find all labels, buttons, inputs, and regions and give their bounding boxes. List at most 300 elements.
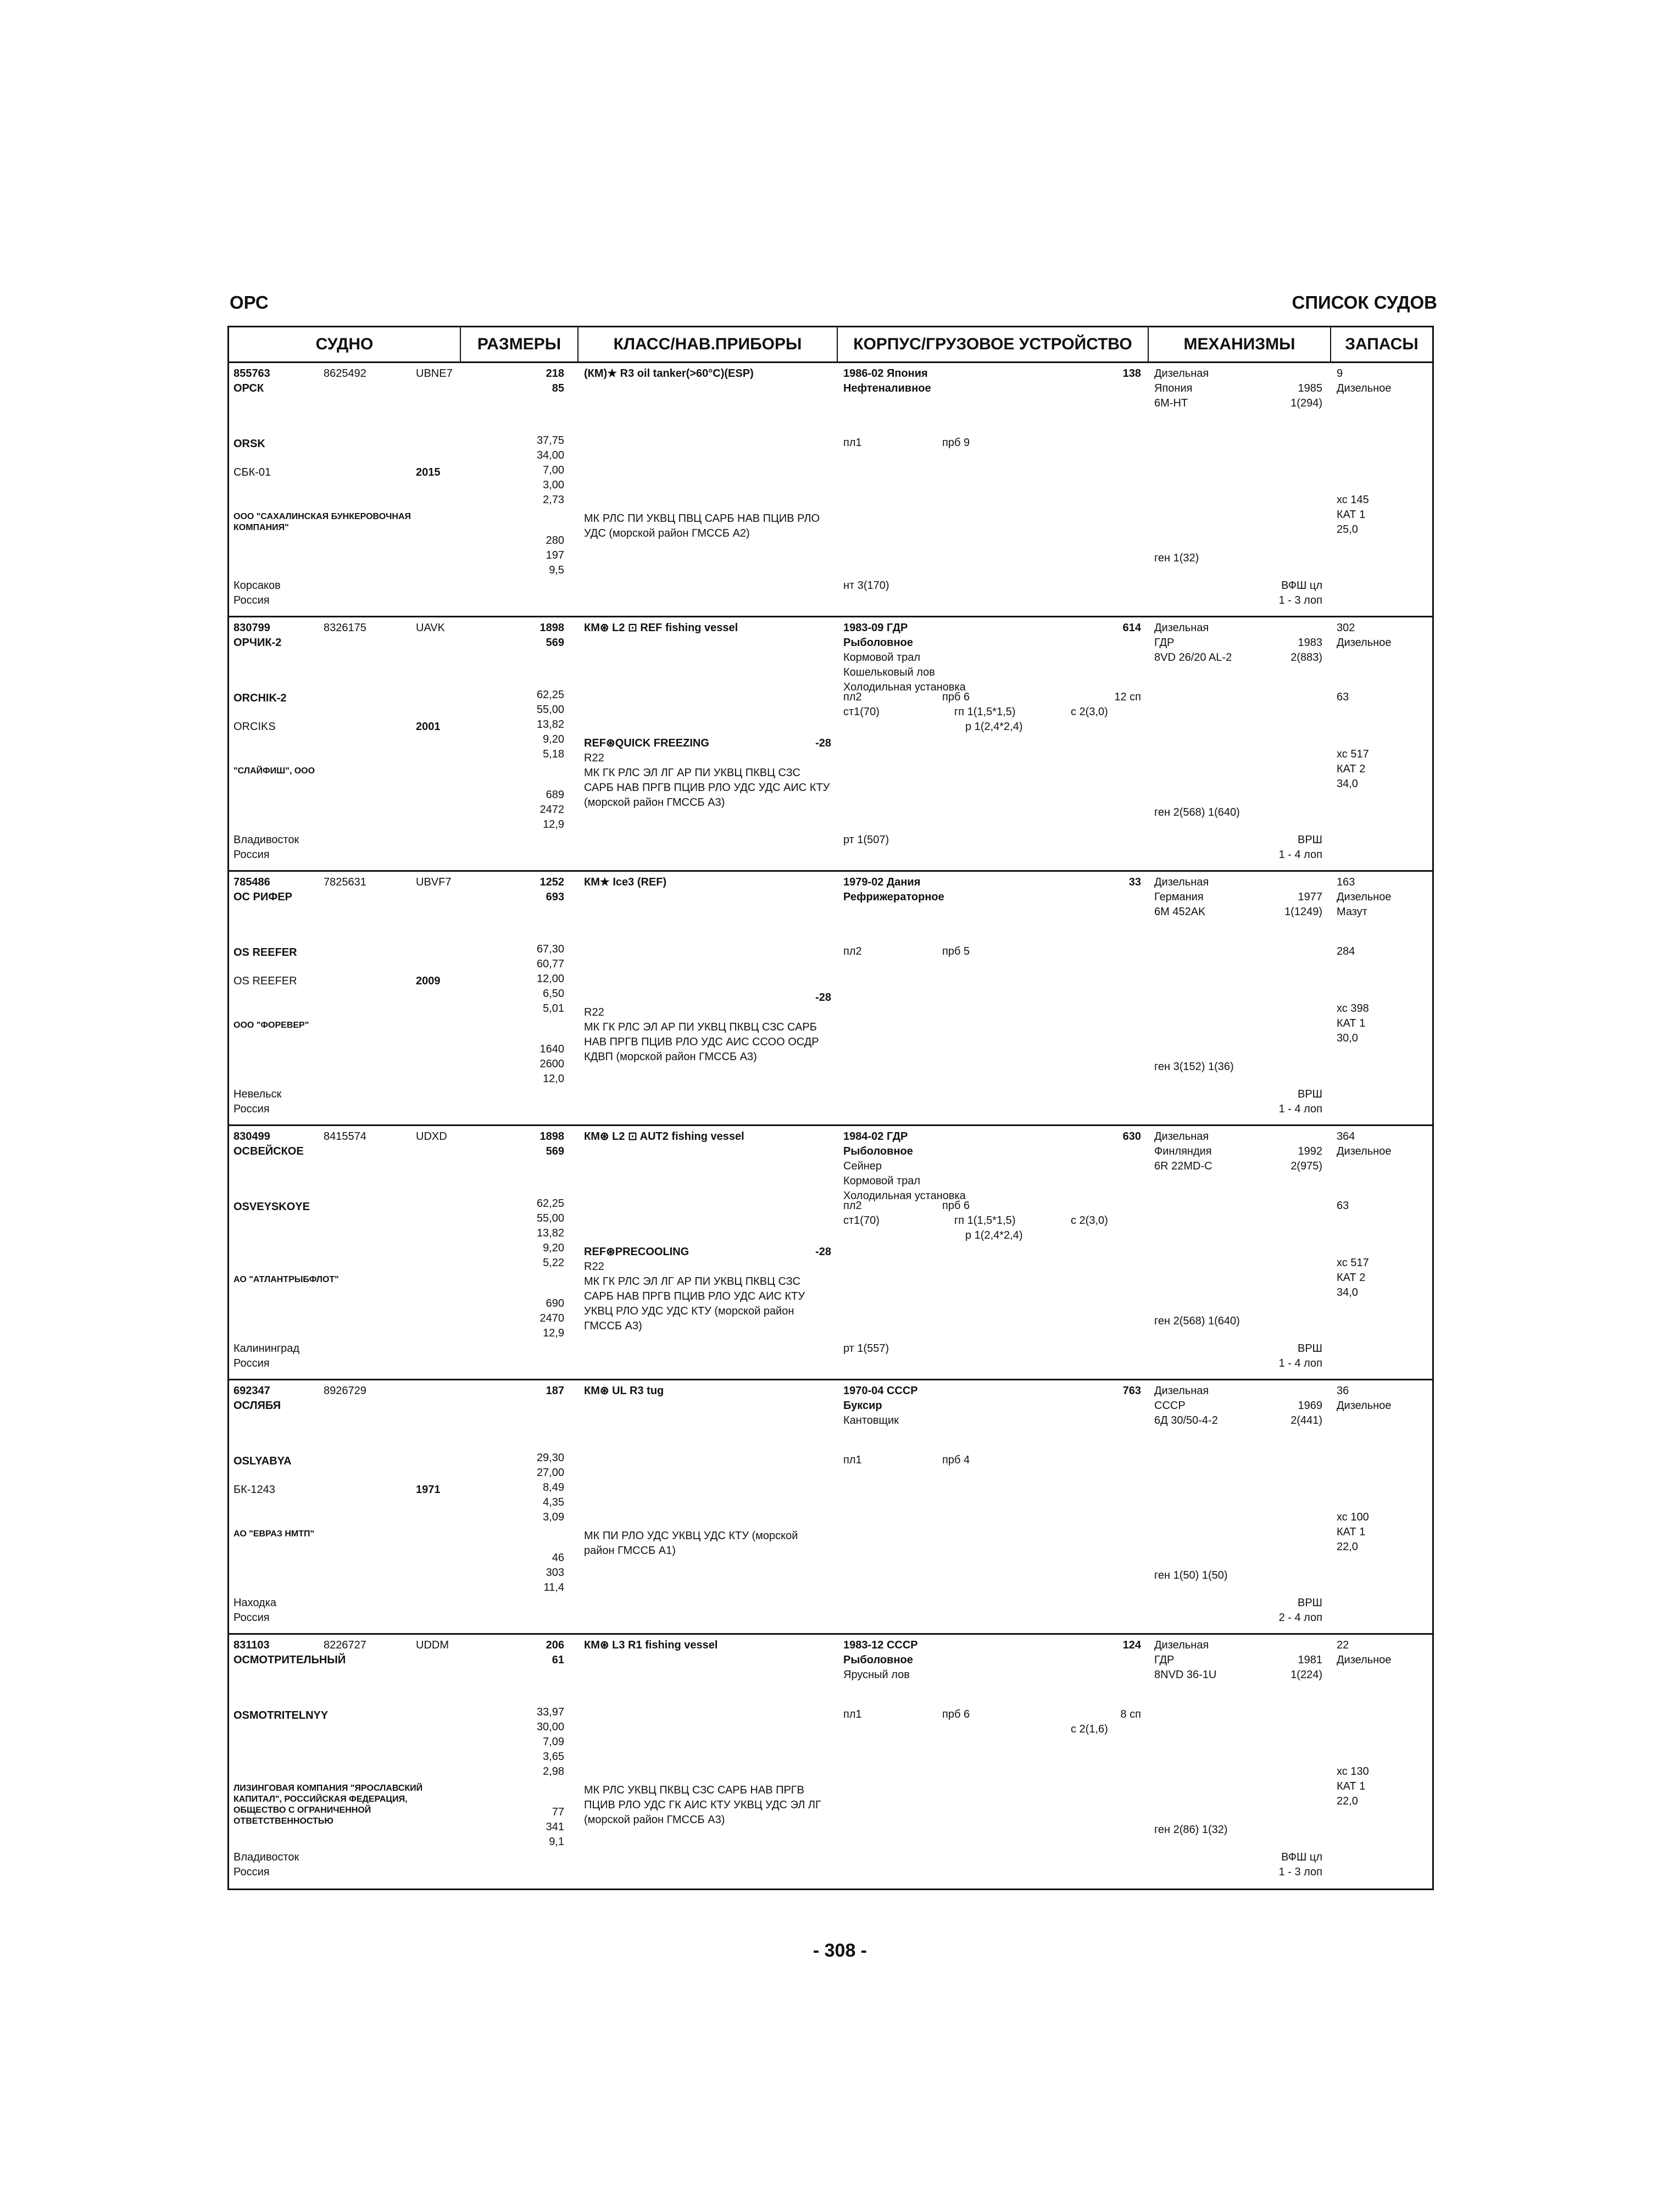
- hull-info: [843, 875, 944, 905]
- dims-item: 34,00: [536, 449, 564, 461]
- build-year: 2015: [416, 466, 441, 478]
- engine-power: 1(294): [1290, 397, 1322, 409]
- cargo-gear: нт 3(170): [843, 580, 889, 592]
- dims2-item: 2472: [539, 804, 564, 816]
- sup_top-item: 163: [1337, 876, 1355, 888]
- engine-info: [1154, 366, 1209, 411]
- sup_bot-item: хс 517: [1337, 748, 1369, 760]
- dims-item: 62,25: [536, 1197, 564, 1210]
- hull-info: [843, 1129, 966, 1204]
- vessel-name: ОРЧИК-2: [233, 637, 282, 649]
- page-header-left: ОРС: [230, 292, 269, 313]
- imo-number: 8926729: [324, 1385, 366, 1397]
- sup_bot-item: КАТ 2: [1337, 1272, 1366, 1284]
- class-notation: КМ★ Ice3 (REF): [584, 876, 667, 888]
- project: ORCIKS: [233, 721, 276, 733]
- net-tonnage: 569: [546, 637, 564, 649]
- hull-number: 763: [1122, 1385, 1141, 1397]
- sup_bot-item: 30,0: [1337, 1032, 1358, 1044]
- capacity-list: [460, 1296, 564, 1341]
- gross-tonnage: 1252: [539, 876, 564, 888]
- net-tonnage: 85: [552, 382, 564, 394]
- build-year: 2001: [416, 721, 441, 733]
- project: СБК-01: [233, 466, 271, 478]
- sup_bot-item: хс 130: [1337, 1765, 1369, 1778]
- sup_top-item: 36: [1337, 1385, 1349, 1397]
- hull-info: [843, 621, 966, 695]
- dims2-item: 11,4: [543, 1581, 564, 1594]
- home-port: Владивосток: [233, 834, 299, 846]
- eng-item: Дизельная: [1154, 367, 1209, 380]
- dims-item: 2,98: [543, 1765, 564, 1778]
- hull-item: Рыболовное: [843, 1654, 913, 1666]
- country: Россия: [233, 1612, 270, 1624]
- hull-item: Холодильная установка: [843, 1190, 966, 1202]
- propeller-blades: 2 - 4 лоп: [1278, 1612, 1322, 1624]
- engine-info: [1154, 621, 1232, 665]
- dims-item: 9,20: [543, 733, 564, 745]
- imo-number: 8625492: [324, 367, 366, 380]
- supplies-crew: [1337, 1510, 1369, 1555]
- sup_bot-item: хс 517: [1337, 1257, 1369, 1269]
- hull-item: Сейнер: [843, 1160, 882, 1172]
- supplies-water: 284: [1337, 945, 1355, 957]
- refrigerant: R22: [584, 752, 604, 764]
- sup_bot-item: КАТ 2: [1337, 763, 1366, 775]
- dims2-item: 9,5: [549, 564, 564, 576]
- hull-item: Кошельковый лов: [843, 666, 935, 678]
- eng-item: 6Д 30/50-4-2: [1154, 1414, 1218, 1427]
- registry-number: 830499: [233, 1130, 270, 1143]
- holds-a: пл2: [843, 691, 862, 703]
- dims-item: 8,49: [543, 1481, 564, 1494]
- sup_bot-item: 22,0: [1337, 1541, 1358, 1553]
- eng-item: Дизельная: [1154, 876, 1209, 888]
- engine-power: 1(1249): [1284, 906, 1322, 918]
- dims-item: 30,00: [536, 1721, 564, 1733]
- call-sign: UBNE7: [416, 367, 453, 380]
- gross-tonnage: 1898: [539, 622, 564, 634]
- vessel-latin-name: OSLYABYA: [233, 1455, 292, 1467]
- dims2-item: 197: [546, 549, 564, 561]
- engine-year: 1981: [1298, 1654, 1322, 1666]
- holds-e: с 2(3,0): [1071, 706, 1108, 718]
- crew: 8 сп: [1120, 1708, 1141, 1720]
- country: Россия: [233, 849, 270, 861]
- sup_top-item: Дизельное: [1337, 1654, 1392, 1666]
- engine-power: 2(441): [1290, 1414, 1322, 1427]
- owner: ЛИЗИНГОВАЯ КОМПАНИЯ "ЯРОСЛАВСКИЙ КАПИТАЛ", РОССИЙСКАЯ ФЕДЕРАЦИЯ, ОБЩЕСТВО С ОГРАНИЧЕННОЙ ОТВЕТСТВЕННОСТЬЮ: [233, 1784, 423, 1826]
- eng-item: 6M-HT: [1154, 397, 1188, 409]
- supplies-crew: [1337, 493, 1369, 537]
- hull-item: Рефрижераторное: [843, 891, 944, 903]
- holds-d: гп 1(1,5*1,5): [954, 706, 1016, 718]
- propeller-type: ВРШ: [1297, 834, 1322, 846]
- supplies-crew: [1337, 1001, 1369, 1046]
- propeller-blades: 1 - 4 лоп: [1278, 849, 1322, 861]
- sup_bot-item: КАТ 1: [1337, 509, 1366, 521]
- hull-item: Нефтеналивное: [843, 382, 931, 394]
- sup_bot-item: 22,0: [1337, 1795, 1358, 1807]
- hull-number: 138: [1122, 367, 1141, 380]
- owner: АО "ЕВРАЗ НМТП": [233, 1529, 315, 1539]
- dims-item: 55,00: [536, 704, 564, 716]
- dims2-item: 689: [546, 789, 564, 801]
- sup_bot-item: 25,0: [1337, 523, 1358, 536]
- holds-b: прб 9: [942, 437, 970, 449]
- vessel-record: [229, 617, 1432, 872]
- dims2-item: 2470: [539, 1312, 564, 1324]
- dimensions-list: [460, 1451, 564, 1525]
- nav-equipment: МК ГК РЛС ЭЛ ЛГ АР ПИ УКВЦ ПКВЦ СЗС САРБ НАВ ПРГВ ПЦИВ РЛО УДС АИС КТУ УКВЦ РЛО УДС УДС КТУ (морской район ГМССБ А3): [584, 1275, 805, 1332]
- engine-info: [1154, 1129, 1212, 1174]
- hull-item: Рыболовное: [843, 637, 913, 649]
- vessel-name: ОРСК: [233, 382, 264, 394]
- capacity-list: [460, 1551, 564, 1595]
- nav-equipment: МК ГК РЛС ЭЛ ЛГ АР ПИ УКВЦ ПКВЦ СЗС САРБ НАВ ПРГВ ПЦИВ РЛО УДС УДС АИС КТУ (морской район ГМССБ А3): [584, 767, 830, 809]
- hull-number: 630: [1122, 1130, 1141, 1143]
- sup_bot-item: хс 398: [1337, 1002, 1369, 1015]
- build-year: 2009: [416, 975, 441, 987]
- sup_top-item: Дизельное: [1337, 382, 1392, 394]
- registry-number: 785486: [233, 876, 270, 888]
- hull-number: 33: [1128, 876, 1141, 888]
- home-port: Корсаков: [233, 580, 281, 592]
- vessel-latin-name: OS REEFER: [233, 946, 297, 959]
- gross-tonnage: 218: [546, 367, 564, 380]
- vessel-name: ОСВЕЙСКОЕ: [233, 1145, 304, 1157]
- dims-item: 27,00: [536, 1467, 564, 1479]
- page-header-right: СПИСОК СУДОВ: [1292, 292, 1437, 313]
- dims-item: 60,77: [536, 958, 564, 970]
- eng-item: Дизельная: [1154, 1385, 1209, 1397]
- eng-item: Германия: [1154, 891, 1204, 903]
- eng-item: СССР: [1154, 1400, 1186, 1412]
- nav-equipment: МК ГК РЛС ЭЛ АР ПИ УКВЦ ПКВЦ СЗС САРБ НАВ ПРГВ ПЦИВ РЛО УДС АИС ССОО ОСДР КДВП (морской район ГМССБ А3): [584, 1021, 819, 1063]
- holds-a: пл2: [843, 945, 862, 957]
- sup_bot-item: КАТ 1: [1337, 1780, 1366, 1792]
- dims-item: 33,97: [536, 1706, 564, 1718]
- supplies-crew: [1337, 747, 1369, 792]
- hull-item: 1984-02 ГДР: [843, 1130, 908, 1143]
- dims-item: 62,25: [536, 689, 564, 701]
- propeller-type: ВФШ цл: [1281, 580, 1322, 592]
- hull-item: 1986-02 Япония: [843, 367, 928, 380]
- col-header-dimensions: РАЗМЕРЫ: [477, 335, 561, 353]
- owner: ООО "ФОРЕВЕР": [233, 1021, 309, 1030]
- holds-a: пл2: [843, 1200, 862, 1212]
- holds-b: прб 4: [942, 1454, 970, 1466]
- dims2-item: 12,0: [543, 1073, 564, 1085]
- dims2-item: 341: [546, 1821, 564, 1833]
- dims-item: 13,82: [536, 1227, 564, 1239]
- sup_top-item: 364: [1337, 1130, 1355, 1143]
- vessel-latin-name: OSMOTRITELNYY: [233, 1709, 329, 1722]
- engine-year: 1977: [1298, 891, 1322, 903]
- engine-year: 1983: [1298, 637, 1322, 649]
- sup_top-item: Дизельное: [1337, 1400, 1392, 1412]
- sup_bot-item: КАТ 1: [1337, 1017, 1366, 1029]
- class-notation: КМ⊛ L3 R1 fishing vessel: [584, 1639, 718, 1651]
- class-notation: (КМ)★ R3 oil tanker(>60°C)(ESP): [584, 367, 754, 380]
- page-number: - 308 -: [813, 1940, 867, 1961]
- class-notation: КМ⊛ UL R3 tug: [584, 1385, 664, 1397]
- dims-item: 5,22: [543, 1257, 564, 1269]
- refrigeration-class: REF⊛QUICK FREEZING: [584, 737, 709, 749]
- propeller-blades: 1 - 4 лоп: [1278, 1357, 1322, 1369]
- col-header-hull: КОРПУС/ГРУЗОВОЕ УСТРОЙСТВО: [853, 335, 1132, 353]
- dims-item: 29,30: [536, 1452, 564, 1464]
- refrigerant: R22: [584, 1261, 604, 1273]
- sup_top-item: Дизельное: [1337, 637, 1392, 649]
- dims-item: 5,01: [543, 1002, 564, 1015]
- dims2-item: 9,1: [549, 1836, 564, 1848]
- holds-c: ст1(70): [843, 1215, 880, 1227]
- project: БК-1243: [233, 1484, 275, 1496]
- nav-equipment: МК РЛС ПИ УКВЦ ПВЦ САРБ НАВ ПЦИВ РЛО УДС (морской район ГМССБ А2): [584, 512, 820, 539]
- holds-e: с 2(1,6): [1071, 1723, 1108, 1735]
- propeller-blades: 1 - 3 лоп: [1278, 1866, 1322, 1878]
- call-sign: UAVK: [416, 622, 445, 634]
- dims-item: 7,09: [543, 1736, 564, 1748]
- dims-item: 55,00: [536, 1212, 564, 1224]
- imo-number: 8326175: [324, 622, 366, 634]
- vessel-name: ОС РИФЕР: [233, 891, 293, 903]
- refrigeration-class: REF⊛PRECOOLING: [584, 1246, 689, 1258]
- capacity-list: [460, 788, 564, 832]
- dims2-item: 2600: [539, 1058, 564, 1070]
- hull-item: Холодильная установка: [843, 681, 966, 693]
- hull-item: Ярусный лов: [843, 1669, 910, 1681]
- vessel-record: [229, 1380, 1432, 1635]
- holds-f: р 1(2,4*2,4): [965, 721, 1023, 733]
- hull-number: 124: [1122, 1639, 1141, 1651]
- holds-a: пл1: [843, 437, 862, 449]
- generators: ген 2(568) 1(640): [1154, 806, 1240, 818]
- vessel-name: ОСЛЯБЯ: [233, 1400, 281, 1412]
- vessel-latin-name: OSVEYSKOYE: [233, 1201, 310, 1213]
- engine-power: 2(883): [1290, 651, 1322, 664]
- build-year: 1971: [416, 1484, 441, 1496]
- sup_bot-item: хс 100: [1337, 1511, 1369, 1523]
- dims2-item: 12,9: [543, 1327, 564, 1339]
- supplies-fuel: [1337, 1384, 1392, 1413]
- gross-tonnage: 206: [546, 1639, 564, 1651]
- eng-item: Япония: [1154, 382, 1193, 394]
- vessel-record: [229, 872, 1432, 1126]
- dims2-item: 690: [546, 1297, 564, 1310]
- dims-item: 12,00: [536, 973, 564, 985]
- eng-item: ГДР: [1154, 637, 1175, 649]
- propeller-type: ВРШ: [1297, 1342, 1322, 1355]
- sup_top-item: 302: [1337, 622, 1355, 634]
- sup_bot-item: 34,0: [1337, 1286, 1358, 1299]
- vessel-latin-name: ORCHIK-2: [233, 692, 287, 704]
- generators: ген 2(568) 1(640): [1154, 1315, 1240, 1327]
- country: Россия: [233, 594, 270, 606]
- dims-item: 3,65: [543, 1751, 564, 1763]
- sup_bot-item: хс 145: [1337, 494, 1369, 506]
- home-port: Калининград: [233, 1342, 300, 1355]
- net-tonnage: 569: [546, 1145, 564, 1157]
- sup_top-item: Дизельное: [1337, 1145, 1392, 1157]
- sup_bot-item: 34,0: [1337, 778, 1358, 790]
- hull-item: 1983-12 СССР: [843, 1639, 918, 1651]
- eng-item: Дизельная: [1154, 1130, 1209, 1143]
- dims-item: 3,00: [543, 479, 564, 491]
- engine-power: 1(224): [1290, 1669, 1322, 1681]
- eng-item: 6M 452AK: [1154, 906, 1206, 918]
- supplies-fuel: [1337, 366, 1392, 396]
- owner: ООО "САХАЛИНСКАЯ БУНКЕРОВОЧНАЯ КОМПАНИЯ": [233, 512, 411, 532]
- class-notation: КМ⊛ L2 ⊡ REF fishing vessel: [584, 622, 738, 634]
- ship-table: [227, 326, 1434, 1890]
- generators: ген 3(152) 1(36): [1154, 1061, 1234, 1073]
- refrigeration-temp: -28: [815, 737, 831, 749]
- propeller-type: ВФШ цл: [1281, 1851, 1322, 1863]
- hull-item: Рыболовное: [843, 1145, 913, 1157]
- eng-item: 8NVD 36-1U: [1154, 1669, 1217, 1681]
- holds-b: прб 6: [942, 1200, 970, 1212]
- vessel-latin-name: ORSK: [233, 438, 265, 450]
- vessel-record: [229, 1635, 1432, 1889]
- registry-number: 692347: [233, 1385, 270, 1397]
- hull-item: Буксир: [843, 1400, 882, 1412]
- dims-item: 5,18: [543, 748, 564, 760]
- imo-number: 8226727: [324, 1639, 366, 1651]
- holds-b: прб 6: [942, 1708, 970, 1720]
- dims-item: 6,50: [543, 988, 564, 1000]
- eng-item: ГДР: [1154, 1654, 1175, 1666]
- country: Россия: [233, 1103, 270, 1115]
- refrigeration-temp: -28: [815, 991, 831, 1004]
- propeller-blades: 1 - 3 лоп: [1278, 594, 1322, 606]
- engine-info: [1154, 1638, 1216, 1683]
- holds-d: гп 1(1,5*1,5): [954, 1215, 1016, 1227]
- sup_top-item: Дизельное: [1337, 891, 1392, 903]
- engine-year: 1969: [1298, 1400, 1322, 1412]
- owner: АО "АТЛАНТРЫБФЛОТ": [233, 1275, 339, 1284]
- eng-item: Дизельная: [1154, 622, 1209, 634]
- refrigerant: R22: [584, 1006, 604, 1018]
- supplies-fuel: [1337, 1129, 1392, 1159]
- country: Россия: [233, 1357, 270, 1369]
- dims2-item: 303: [546, 1567, 564, 1579]
- engine-year: 1992: [1298, 1145, 1322, 1157]
- net-tonnage: 693: [546, 891, 564, 903]
- col-header-machinery: МЕХАНИЗМЫ: [1183, 335, 1295, 353]
- registry-number: 830799: [233, 622, 270, 634]
- cargo-gear: рт 1(507): [843, 834, 889, 846]
- call-sign: UDXD: [416, 1130, 447, 1143]
- dims2-item: 1640: [539, 1043, 564, 1055]
- engine-info: [1154, 1384, 1218, 1428]
- country: Россия: [233, 1866, 270, 1878]
- gross-tonnage: 187: [546, 1385, 564, 1397]
- dims-item: 37,75: [536, 434, 564, 447]
- dims2-item: 46: [552, 1552, 564, 1564]
- generators: ген 1(50) 1(50): [1154, 1569, 1228, 1581]
- holds-e: с 2(3,0): [1071, 1215, 1108, 1227]
- engine-power: 2(975): [1290, 1160, 1322, 1172]
- refrigeration-temp: -28: [815, 1246, 831, 1258]
- owner: "СЛАЙФИШ", ООО: [233, 766, 315, 776]
- dims-item: 2,73: [543, 494, 564, 506]
- vessel-record: [229, 1126, 1432, 1380]
- sup_top-item: 9: [1337, 367, 1343, 380]
- vessel-record: [229, 363, 1432, 617]
- dimensions-list: [460, 688, 564, 762]
- registry-number: 855763: [233, 367, 270, 380]
- engine-year: 1985: [1298, 382, 1322, 394]
- table-header: [229, 327, 1432, 363]
- holds-f: р 1(2,4*2,4): [965, 1229, 1023, 1241]
- imo-number: 7825631: [324, 876, 366, 888]
- supplies-fuel: [1337, 875, 1392, 920]
- eng-item: 8VD 26/20 AL-2: [1154, 651, 1232, 664]
- nav-equipment: МК ПИ РЛО УДС УКВЦ УДС КТУ (морской район ГМССБ А1): [584, 1530, 798, 1557]
- engine-info: [1154, 875, 1209, 920]
- dims-item: 4,35: [543, 1496, 564, 1508]
- hull-item: Кантовщик: [843, 1414, 899, 1427]
- dims-item: 9,20: [543, 1242, 564, 1254]
- dims-item: 3,09: [543, 1511, 564, 1523]
- supplies-crew: [1337, 1764, 1369, 1809]
- propeller-type: ВРШ: [1297, 1597, 1322, 1609]
- call-sign: UBVF7: [416, 876, 452, 888]
- supplies-fuel: [1337, 1638, 1392, 1668]
- supplies-fuel: [1337, 621, 1392, 650]
- col-header-vessel: СУДНО: [315, 335, 374, 353]
- home-port: Находка: [233, 1597, 277, 1609]
- propeller-type: ВРШ: [1297, 1088, 1322, 1100]
- hull-item: 1983-09 ГДР: [843, 622, 908, 634]
- imo-number: 8415574: [324, 1130, 366, 1143]
- holds-c: ст1(70): [843, 706, 880, 718]
- hull-info: [843, 1384, 918, 1428]
- home-port: Невельск: [233, 1088, 282, 1100]
- generators: ген 2(86) 1(32): [1154, 1824, 1228, 1836]
- hull-info: [843, 366, 931, 396]
- col-header-supplies: ЗАПАСЫ: [1345, 335, 1418, 353]
- hull-item: 1979-02 Дания: [843, 876, 921, 888]
- vessel-name: ОСМОТРИТЕЛЬНЫЙ: [233, 1654, 346, 1666]
- dimensions-list: [460, 942, 564, 1016]
- call-sign: UDDM: [416, 1639, 449, 1651]
- capacity-list: [460, 1042, 564, 1087]
- holds-b: прб 6: [942, 691, 970, 703]
- dimensions-list: [460, 1196, 564, 1271]
- capacity-list: [460, 1805, 564, 1850]
- col-header-class: КЛАСС/НАВ.ПРИБОРЫ: [613, 335, 802, 353]
- hull-info: [843, 1638, 918, 1683]
- dims2-item: 280: [546, 534, 564, 547]
- holds-b: прб 5: [942, 945, 970, 957]
- class-notation: КМ⊛ L2 ⊡ AUT2 fishing vessel: [584, 1130, 744, 1143]
- crew: 12 сп: [1114, 691, 1141, 703]
- gross-tonnage: 1898: [539, 1130, 564, 1143]
- dims2-item: 77: [552, 1806, 564, 1818]
- sup_top-item: 22: [1337, 1639, 1349, 1651]
- eng-item: Финляндия: [1154, 1145, 1212, 1157]
- eng-item: 6R 22MD-C: [1154, 1160, 1212, 1172]
- net-tonnage: 61: [552, 1654, 564, 1666]
- holds-a: пл1: [843, 1708, 862, 1720]
- home-port: Владивосток: [233, 1851, 299, 1863]
- supplies-water: 63: [1337, 691, 1349, 703]
- propeller-blades: 1 - 4 лоп: [1278, 1103, 1322, 1115]
- sup_bot-item: КАТ 1: [1337, 1526, 1366, 1538]
